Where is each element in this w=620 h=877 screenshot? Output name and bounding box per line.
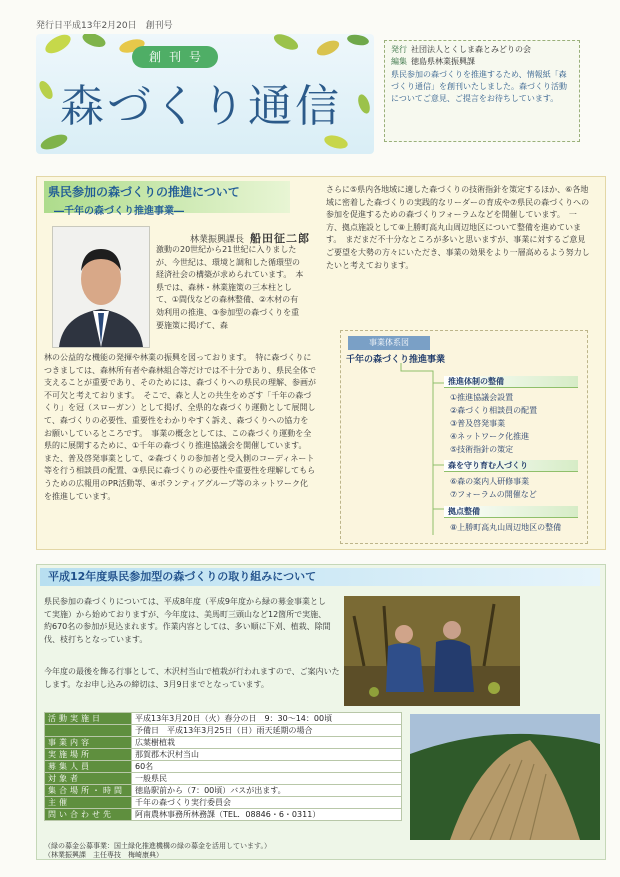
row-value: 平成13年3月20日（火）春分の日 9：30～14：00頃	[132, 713, 402, 725]
author-title: 林業振興課長	[190, 235, 245, 245]
table-row	[45, 737, 402, 749]
scheme-category: 森を守り育む人づくり	[444, 460, 578, 472]
scheme-item: ②森づくり相談員の配置	[450, 406, 538, 415]
row-value: 徳島駅前から（7：00頃）バスが出ます。	[132, 785, 402, 797]
row-value: 千年の森づくり実行委員会	[132, 797, 402, 809]
row-key: 事業内容	[45, 737, 132, 749]
footnote	[44, 842, 271, 860]
author-portrait	[52, 226, 150, 348]
issue-date: 発行日平成13年2月20日 創刊号	[36, 21, 173, 31]
row-key: 問い合わせ先	[45, 809, 132, 821]
event-details-table	[44, 712, 402, 821]
row-value: 一般県民	[132, 773, 402, 785]
row-value: 60名	[132, 761, 402, 773]
footnote-contact: （林業振興課 主任専技 梅崎康典）	[44, 851, 163, 859]
scheme-item: ③普及啓発事業	[450, 419, 506, 428]
site-photo	[410, 714, 600, 840]
row-value: 那賀郡木沢村当山	[132, 749, 402, 761]
section2-title: 平成12年度県民参加型の森づくりの取り組みについて	[40, 568, 600, 586]
planting-illustration	[344, 596, 520, 706]
site-illustration	[410, 714, 600, 840]
planting-photo	[344, 596, 520, 706]
row-key	[45, 725, 132, 737]
row-key: 活動実施日	[45, 713, 132, 725]
row-key: 実施場所	[45, 749, 132, 761]
row-value: 広葉樹植栽	[132, 737, 402, 749]
table-row	[45, 761, 402, 773]
scheme-label: 事業体系図	[348, 336, 430, 350]
section1-heading	[44, 181, 290, 217]
section1-subtitle: ―千年の森づくり推進事業―	[54, 206, 184, 217]
row-value: 予備日 平成13年3月25日（日）雨天延期の場合	[132, 725, 402, 737]
issuer-label: 発行	[391, 45, 407, 54]
row-key: 集合場所・時間	[45, 785, 132, 797]
article-column-1-top: 激動の20世紀から21世紀に入りましたが、今世紀は、環境と調和した循環型の経済社会の構築が求められています。 本県では、森林・林業施策の三本柱として、①間伐などの森林整備、②木材の有効利用の推進、③参加型の森づくりを重要施策に掲げて、森	[156, 245, 304, 330]
publisher-info	[384, 40, 580, 142]
article-column-2: さらに⑤県内各地域に適した森づくりの技術指針を策定するほか、⑥各地域に密着した森づくりの実践的なリーダーの育成や⑦県民の森づくりへの参加を促進するための森づくりフォーラムなどを開催しています。 一方、拠点施設として⑧上勝町高丸山周辺地区について整備を進めています。 まだまだ不十分なところが多いと思いますが、事業に対するご意見ご要望を大勢の方々にいただき、事業の効果をより一層高めるよう努力したいと考えております。	[326, 185, 590, 270]
edition-badge: 創刊号	[132, 46, 218, 68]
scheme-item: ①推進協議会設置	[450, 393, 514, 402]
intro-text: 県民参加の森づくりを推進するため、情報紙「森づくり通信」を創刊いたしました。森づくり活動についてご意見、ご提言をお待ちしています。	[391, 70, 567, 103]
portrait-illustration	[53, 227, 149, 347]
section2-paragraph-2: 今年度の最後を飾る行事として、木沢村当山で植栽が行われますので、ご案内いたします。なお申し込みの締切は、3月9日までとなっています。	[44, 667, 340, 689]
table-row	[45, 773, 402, 785]
table-row	[45, 785, 402, 797]
scheme-item: ⑦フォーラムの開催など	[450, 490, 537, 499]
table-row	[45, 725, 402, 737]
row-key: 募集人員	[45, 761, 132, 773]
editor: 徳島県林業振興課	[411, 57, 475, 66]
table-row	[45, 713, 402, 725]
article-column-1-bottom: 林の公益的な機能の発揮や林業の振興を図っております。 特に森づくりにつきましては、森林所有者や森林組合等だけでは不十分であり、県民全体で支えることが重要であり、そのためには、森づくりへの県民の理解、参画が不可欠と考えております。 そこで、森と人との共生をめざす「千年の森づくり」を冠（スローガン）として掲げ、全県的な森づくり運動として展開して、森づくりの必要性、重要性をわかりやすく訴え、森づくりへの協力をお願いしているところです。 事業の概念としては、この森づくり運動を全県的に展開するために、①千年の森づくり推進協議会を開催しています。 また、普及啓発事業として、②森づくりの参加者と受入側のコーディネート等を行う相談員の配置、③県民に森づくりの必要性や重要性を理解してもらうための広報用のPR活動等、④ボランティアグループ等のネットワーク化を推進しています。	[44, 353, 316, 501]
row-key: 主催	[45, 797, 132, 809]
table-row	[45, 809, 402, 821]
table-row	[45, 797, 402, 809]
row-value: 阿南農林事務所林務課（TEL．08846・6・0311）	[132, 809, 402, 821]
author-name: 船田征二郎	[250, 232, 311, 245]
scheme-item: ⑤技術指針の策定	[450, 445, 514, 454]
scheme-root: 千年の森づくり推進事業	[346, 355, 446, 365]
section2-paragraph-1: 県民参加の森づくりについては、平成8年度（平成9年度から緑の募金事業として実施）から始めておりますが、今年度は、美馬町三頭山など12箇所で実施、約670名の参加が見込まれます。作業内容としては、多い順に下刈、植栽、除間伐、枝打ちとなっています。	[44, 597, 331, 644]
row-key: 対象者	[45, 773, 132, 785]
section1-title: 県民参加の森づくりの推進について	[48, 185, 240, 199]
issuer: 社団法人とくしま森とみどりの会	[411, 45, 531, 54]
page-title: 森づくり通信	[60, 81, 342, 132]
scheme-category: 拠点整備	[444, 506, 578, 518]
footnote-fund: （緑の募金公募事業：国土緑化推進機構の緑の募金を活用しています。）	[44, 842, 271, 850]
editor-label: 編集	[391, 57, 407, 66]
scheme-category: 推進体制の整備	[444, 376, 578, 388]
scheme-item: ④ネットワーク化推進	[450, 432, 530, 441]
scheme-item: ⑥森の案内人研修事業	[450, 477, 530, 486]
scheme-item: ⑧上勝町高丸山周辺地区の整備	[450, 523, 562, 532]
table-row	[45, 749, 402, 761]
